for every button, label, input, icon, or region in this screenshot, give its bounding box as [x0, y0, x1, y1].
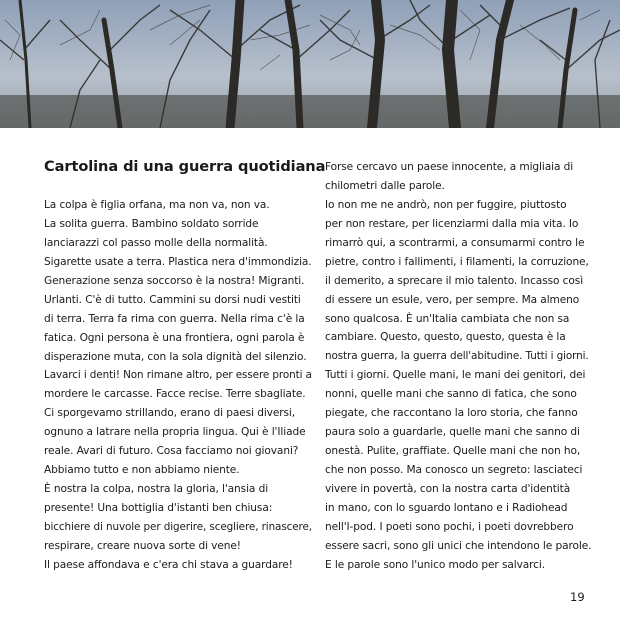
left-line: respirare, creare nuova sorte di vene! — [44, 539, 241, 552]
right-line: sono qualcosa. È un'Italia cambiata che non sa — [325, 312, 570, 325]
right-line: che non posso. Ma conosco un segreto: lasciateci — [325, 464, 583, 476]
left-line: Urlanti. C'è di tutto. Cammini su dorsi nudi vestiti — [44, 293, 301, 306]
header-photo — [0, 0, 620, 128]
forest-photo-icon — [0, 0, 620, 128]
left-line: bicchiere di nuvole per digerire, scegliere, rinascere, — [44, 520, 312, 533]
left-line: Abbiamo tutto e non abbiamo niente. — [44, 464, 240, 477]
right-line: di essere un esule, vero, per sempre. Ma almeno — [325, 293, 580, 306]
right-line: Tutti i giorni. Quelle mani, le mani dei genitori, dei — [325, 369, 586, 382]
right-line: pietre, contro i fallimenti, i filamenti, la corruzione, — [325, 255, 589, 268]
left-line: fatica. Ogni persona è una frontiera, ogni parola è — [44, 331, 305, 344]
right-line: nostra guerra, la guerra dell'abitudine. Tutti i giorni. — [325, 350, 589, 363]
poem-title: Cartolina di una guerra quotidiana — [44, 158, 326, 175]
left-line: reale. Avari di futuro. Cosa facciamo noi giovani? — [44, 445, 299, 458]
left-line: disperazione muta, con la sola dignità del silenzio. — [44, 350, 307, 363]
left-line: ognuno a latrare nella propria lingua. Qui è l'Iliade — [44, 426, 306, 439]
left-line: Sigarette usate a terra. Plastica nera d'immondizia. — [44, 255, 312, 268]
right-line: in mano, con lo sguardo lontano e i Radiohead — [325, 501, 568, 514]
right-column — [325, 158, 592, 575]
right-line: nell'I-pod. I poeti sono pochi, i poeti dovrebbero — [325, 520, 574, 533]
right-line: cambiare. Questo, questo, questo, questa è la — [325, 331, 566, 344]
left-line: La solita guerra. Bambino soldato sorride — [44, 217, 259, 230]
left-line: Il paese affondava e c'era chi stava a guardare! — [44, 558, 293, 571]
right-line: nonni, quelle mani che sanno di fatica, che sono — [325, 388, 577, 401]
page-number: 19 — [570, 590, 585, 604]
right-line: Forse cercavo un paese innocente, a migliaia di — [325, 161, 574, 173]
right-line: rimarrò qui, a scontrarmi, a consumarmi contro le — [325, 236, 585, 249]
left-line: mordere le carcasse. Facce recise. Terre sbagliate. — [44, 388, 306, 401]
right-line: onestà. Pulite, graffiate. Quelle mani che non ho, — [325, 445, 581, 458]
right-line: vivere in povertà, con la nostra carta d'identità — [325, 482, 571, 495]
left-line: Lavarci i denti! Non rimane altro, per essere pronti a — [44, 369, 312, 382]
left-line: presente! Una bottiglia d'istanti ben chiusa: — [44, 502, 273, 514]
right-line: il demerito, a sprecare il mio talento. Incasso così — [325, 274, 584, 287]
left-line: Generazione senza soccorso è la nostra! Migranti. — [44, 274, 305, 287]
right-line: piegate, che raccontano la loro storia, che fanno — [325, 407, 578, 420]
right-line: paura solo a guardarle, quelle mani che sanno di — [325, 426, 580, 439]
left-line: Ci sporgevamo strillando, erano di paesi diversi, — [44, 407, 296, 420]
left-line: È nostra la colpa, nostra la gloria, l'ansia di — [44, 483, 269, 496]
right-line: per non restare, per licenziarmi dalla mia vita. Io — [325, 217, 579, 230]
right-line: chilometri dalle parole. — [325, 179, 445, 192]
left-line: lanciarazzi col passo molle della normalità. — [44, 236, 268, 249]
left-line: di terra. Terra fa rima con guerra. Nella rima c'è la — [44, 312, 305, 325]
right-line: essere sacri, sono gli unici che intendono le parole. — [325, 539, 592, 552]
right-line: Io non me ne andrò, non per fuggire, piuttosto — [325, 198, 567, 211]
left-column — [44, 196, 312, 575]
left-line: La colpa è figlia orfana, ma non va, non va. — [44, 199, 270, 211]
right-line: E le parole sono l'unico modo per salvarci. — [325, 558, 546, 571]
